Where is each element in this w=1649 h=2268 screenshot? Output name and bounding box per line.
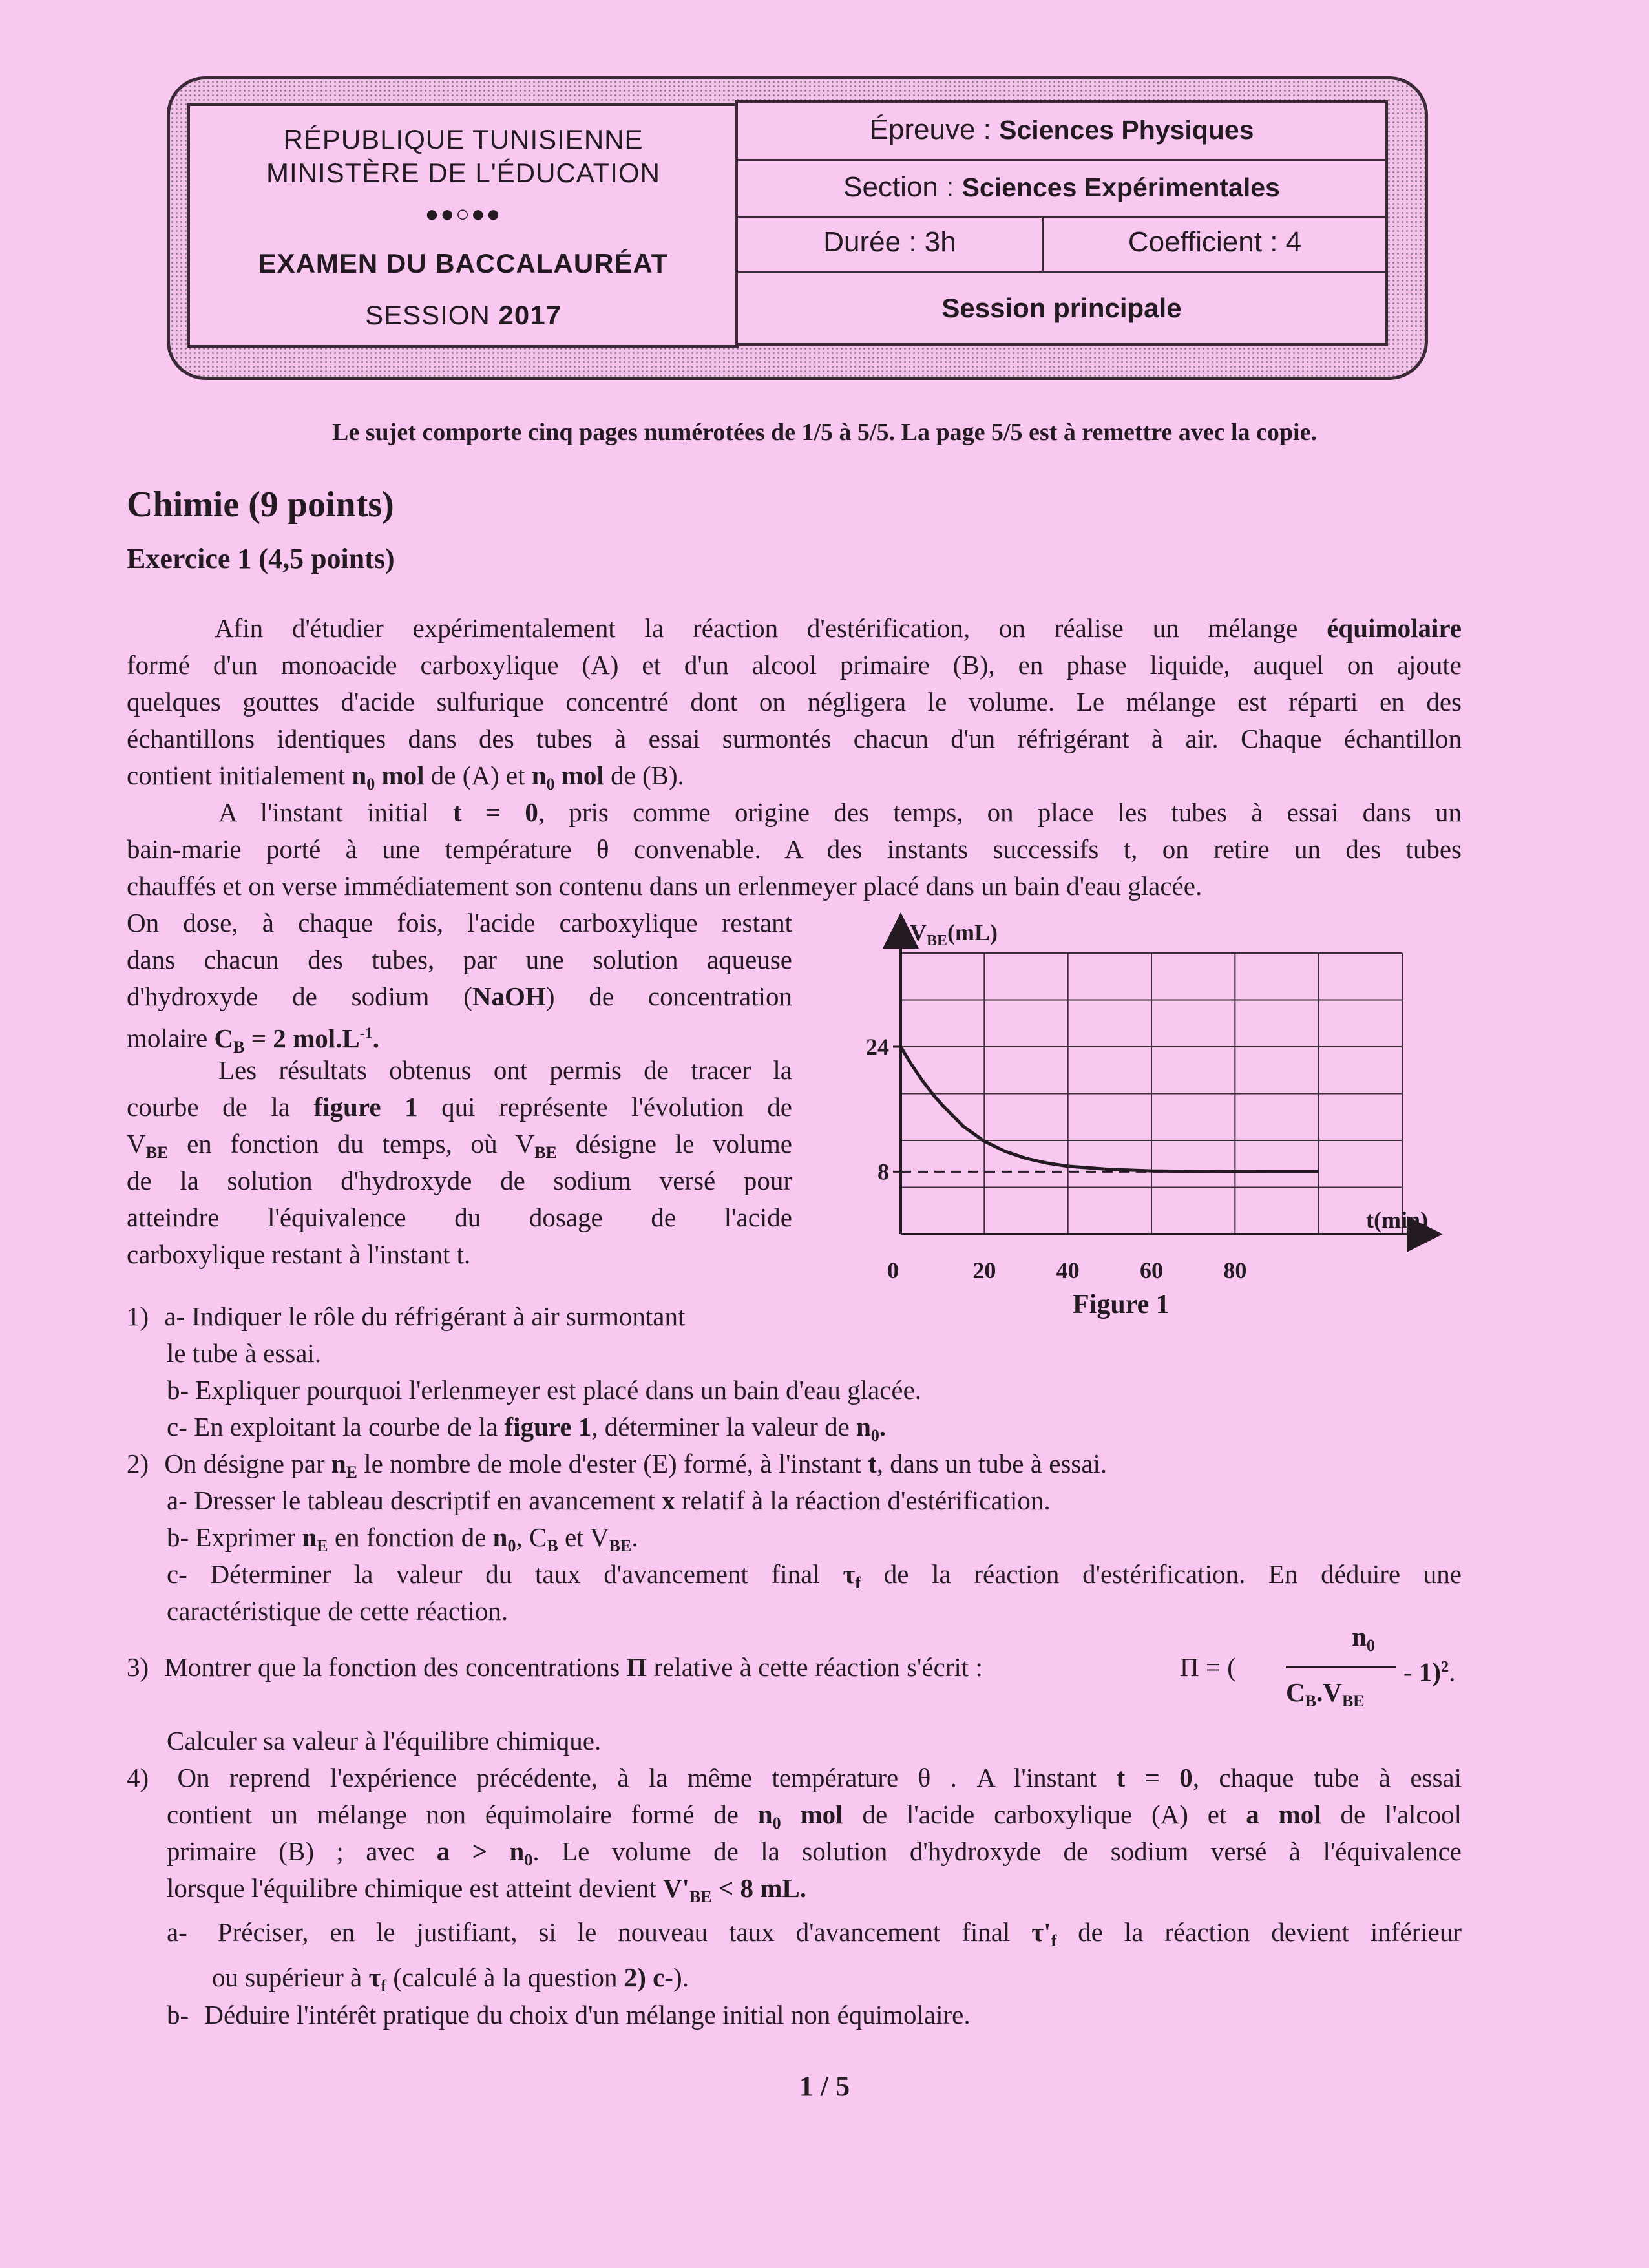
header-right-box bbox=[735, 100, 1388, 346]
q4-vbe-sub: BE bbox=[689, 1887, 712, 1906]
q2-num: 2) bbox=[127, 1449, 149, 1478]
n0-a bbox=[352, 761, 425, 793]
chart-y-label-unit: (mL) bbox=[947, 919, 998, 945]
q4-n0-sub: 0 bbox=[772, 1814, 781, 1832]
n0-b-n: n bbox=[531, 761, 547, 790]
header-left-box bbox=[187, 103, 739, 348]
q4-vbe-lt: < 8 mL. bbox=[718, 1873, 807, 1903]
n0-a-sub: 0 bbox=[366, 775, 375, 793]
q2c-tau bbox=[843, 1559, 861, 1592]
intro-line-2: formé d'un monoacide carboxylique (A) et d'un alcool primaire (B), en phase liquide, auquel on ajoute bbox=[127, 650, 1462, 680]
section-title: Chimie (9 points) bbox=[127, 485, 394, 525]
chart-x-ticks bbox=[972, 1257, 1246, 1283]
header-session-type: Session principale bbox=[941, 293, 1182, 323]
intro-p4-line-6: carboxylique restant à l'instant t. bbox=[127, 1239, 471, 1269]
q2c-d: de la réaction d'estérification. En déduire une bbox=[883, 1559, 1462, 1589]
q2-e: t bbox=[868, 1449, 877, 1478]
chart-x-origin: 0 bbox=[887, 1257, 899, 1283]
session-year: 2017 bbox=[498, 300, 562, 330]
q2c-tau-sub: f bbox=[855, 1573, 861, 1592]
header-section bbox=[738, 161, 1385, 218]
q2b-sub-e: E bbox=[317, 1537, 328, 1555]
q3-num-sub: 0 bbox=[1366, 1636, 1375, 1655]
q1a bbox=[127, 1297, 685, 1335]
q2c-tau-t: τ bbox=[843, 1559, 856, 1589]
intro-l5e: de (A) et bbox=[430, 761, 525, 790]
q4-n0 bbox=[757, 1800, 843, 1832]
q4-l3b-sub: 0 bbox=[524, 1851, 533, 1869]
section-value: Sciences Expérimentales bbox=[961, 173, 1280, 202]
chart-y-label bbox=[910, 919, 998, 949]
cb-c: C bbox=[214, 1023, 234, 1053]
chart-y-label-v: V bbox=[910, 919, 927, 945]
q3-formula-denominator bbox=[1286, 1674, 1365, 1720]
q3-num-n: n bbox=[1352, 1622, 1367, 1652]
p3l3b: NaOH bbox=[472, 982, 546, 1011]
y-tick-label: 24 bbox=[866, 1034, 889, 1060]
exercise-title: Exercice 1 (4,5 points) bbox=[127, 543, 395, 574]
q2-n: n bbox=[331, 1449, 346, 1478]
intro-p4-line-4: de la solution d'hydroxyde de sodium versé pour bbox=[127, 1166, 792, 1195]
q3-den-v: .V bbox=[1316, 1677, 1342, 1707]
q2b-n: n bbox=[302, 1522, 317, 1552]
chart-series-curve bbox=[901, 1047, 1319, 1171]
q3-formula-left: Π = ( bbox=[1180, 1652, 1236, 1682]
q4-l2g: de l'alcool bbox=[1340, 1800, 1462, 1829]
q2b: b- Exprimer $n_E$ en fonction de $n_0$, $C_B$ et $V_{BE}$. bbox=[167, 1522, 638, 1555]
q1c-b: figure 1 bbox=[504, 1412, 592, 1442]
q4a-tau-sub: f bbox=[1051, 1931, 1057, 1950]
vbe-b bbox=[515, 1129, 557, 1162]
header-epreuve bbox=[738, 103, 1385, 161]
q1a-text: a- Indiquer le rôle du réfrigérant à air surmontant bbox=[164, 1301, 686, 1331]
p2l1c: , pris comme origine des temps, on place les tubes à essai dans un bbox=[538, 797, 1462, 827]
chart-y-label-sub: BE bbox=[927, 932, 948, 949]
q2b-n0-sub: 0 bbox=[507, 1537, 516, 1555]
q3-formula-numerator bbox=[1318, 1618, 1409, 1664]
p4l2a: courbe de la bbox=[127, 1092, 290, 1122]
q2c-line-2: caractéristique de cette réaction. bbox=[167, 1596, 509, 1626]
q4b bbox=[167, 1996, 971, 2033]
n0-b-sub: 0 bbox=[546, 775, 555, 793]
q3-f2: - 1) bbox=[1403, 1657, 1442, 1687]
q3-num: 3) bbox=[127, 1652, 149, 1682]
n0-b bbox=[531, 761, 604, 793]
header-exam: EXAMEN DU BACCALAURÉAT bbox=[258, 248, 669, 278]
q4a2-tau-t: τ bbox=[368, 1962, 381, 1992]
q4b-a: b- bbox=[167, 2000, 189, 2030]
q3-a: Montrer que la fonction des concentrations bbox=[164, 1652, 620, 1682]
intro-p2-line-3: chauffés et on verse immédiatement son contenu dans un erlenmeyer placé dans un bain d'eau glacée. bbox=[127, 871, 1203, 901]
q1b: b- Expliquer pourquoi l'erlenmeyer est placé dans un bain d'eau glacée. bbox=[167, 1375, 922, 1405]
q4a-b: Préciser, en le justifiant, si le nouveau taux d'avancement final bbox=[217, 1917, 1011, 1947]
q2c-a: c- Déterminer la valeur du taux d'avancement final bbox=[167, 1559, 820, 1589]
p4l3d: désigne le volume bbox=[575, 1129, 793, 1159]
intro-line-3: quelques gouttes d'acide sulfurique concentré dont on négligera le volume. Le mélange est réparti en des bbox=[127, 687, 1462, 717]
q2b-i: et V bbox=[564, 1522, 609, 1552]
q4-line-4 bbox=[167, 1869, 806, 1916]
p2l1b: t = 0 bbox=[452, 797, 538, 827]
x-tick-label: 80 bbox=[1223, 1257, 1247, 1283]
q2b-g: , C bbox=[516, 1522, 547, 1552]
q4a2-tau bbox=[368, 1962, 387, 1995]
session-label: SESSION bbox=[365, 300, 490, 330]
vbe-b-sub: BE bbox=[534, 1143, 557, 1162]
q2-sub: E bbox=[346, 1463, 358, 1482]
q2-a: On désigne par bbox=[164, 1449, 325, 1478]
q2a-b: x bbox=[662, 1486, 675, 1515]
cb-sup: -1 bbox=[359, 1025, 373, 1042]
q3 bbox=[127, 1648, 983, 1686]
intro-l5a: contient initialement bbox=[127, 761, 346, 790]
intro-l1b: équimolaire bbox=[1327, 613, 1462, 643]
q4a2-a: ou supérieur à bbox=[212, 1962, 362, 1992]
q1-num: 1) bbox=[127, 1301, 149, 1331]
q4-l1b: t = 0 bbox=[1116, 1763, 1193, 1792]
q1a-line-2: le tube à essai. bbox=[167, 1338, 322, 1368]
q3-fraction-bar bbox=[1286, 1666, 1396, 1668]
x-tick-label: 60 bbox=[1140, 1257, 1163, 1283]
y-tick-label: 8 bbox=[877, 1159, 889, 1185]
p2l1a: A l'instant initial bbox=[218, 797, 429, 827]
cb-sub: B bbox=[233, 1037, 245, 1056]
q1c-n: n bbox=[856, 1412, 871, 1442]
cb-eq: = 2 mol.L bbox=[251, 1023, 360, 1053]
intro-l5g: de (B). bbox=[611, 761, 684, 790]
x-tick-label: 20 bbox=[972, 1257, 996, 1283]
figure-caption: Figure 1 bbox=[1073, 1290, 1170, 1319]
q2a bbox=[167, 1482, 1051, 1519]
cb-value bbox=[214, 1023, 379, 1056]
q1c-c: , déterminer la valeur de bbox=[591, 1412, 850, 1442]
q4-l2a: contient un mélange non équimolaire formé de bbox=[167, 1800, 739, 1829]
vbe-b-v: V bbox=[515, 1129, 535, 1159]
q2-ne bbox=[331, 1449, 358, 1482]
q4-l3d: . Le volume de la solution d'hydroxyde de sodium versé à l'équivalence bbox=[532, 1836, 1462, 1866]
q3-c: relative à cette réaction s'écrit : bbox=[653, 1652, 983, 1682]
q4-l2e: de l'acide carboxylique (A) et bbox=[862, 1800, 1227, 1829]
intro-line-1 bbox=[215, 609, 1462, 647]
q4-n0-n: n bbox=[757, 1800, 773, 1829]
q4a-tau bbox=[1031, 1917, 1057, 1950]
q2a-c: relatif à la réaction d'estérification. bbox=[681, 1486, 1051, 1515]
q4a-tau-t: τ' bbox=[1031, 1917, 1051, 1947]
q4-vbe-v: V' bbox=[662, 1873, 689, 1903]
q3-den-c: C bbox=[1286, 1677, 1305, 1707]
intro-p2-line-2: bain-marie porté à une température θ convenable. A des instants successifs t, on retire un des tubes bbox=[127, 834, 1462, 864]
vbe-a-v: V bbox=[127, 1129, 146, 1159]
q4a bbox=[167, 1913, 1462, 1960]
q2-f: , dans un tube à essai. bbox=[876, 1449, 1108, 1478]
q4a2-f: ). bbox=[673, 1962, 689, 1992]
n0-a-mol: mol bbox=[381, 761, 425, 790]
section-label: Section : bbox=[843, 171, 954, 203]
p3l3c: ) de concentration bbox=[545, 982, 792, 1011]
intro-p4-line-2 bbox=[127, 1088, 792, 1126]
q2-d: le nombre de mole d'ester (E) formé, à l'instant bbox=[364, 1449, 861, 1478]
q2b-a: b- Exprimer bbox=[167, 1522, 296, 1552]
q4-num: 4) bbox=[127, 1763, 149, 1792]
q4a2-d: (calculé à la question bbox=[393, 1962, 618, 1992]
q4-l3b-t: a > n bbox=[436, 1836, 525, 1866]
epreuve-value: Sciences Physiques bbox=[999, 115, 1254, 145]
q3-f3: 2 bbox=[1441, 1659, 1449, 1675]
intro-p3-line-1: On dose, à chaque fois, l'acide carboxylique restant bbox=[127, 908, 792, 938]
intro-p4-line-1: Les résultats obtenus ont permis de tracer la bbox=[218, 1055, 792, 1085]
p3l4a: molaire bbox=[127, 1023, 208, 1053]
q4a2-tau-sub: f bbox=[381, 1977, 387, 1995]
q4a-e: de la réaction devient inférieur bbox=[1078, 1917, 1462, 1947]
q4-l2f: a mol bbox=[1246, 1800, 1321, 1829]
q2b-h: B bbox=[547, 1537, 558, 1555]
q1c-n0: $n_0$. bbox=[856, 1412, 887, 1445]
n0-b-mol: mol bbox=[561, 761, 604, 790]
p4l2b: figure 1 bbox=[313, 1092, 418, 1122]
q4-l4a: lorsque l'équilibre chimique est atteint devient bbox=[167, 1873, 656, 1903]
q2b-n0 bbox=[492, 1522, 516, 1555]
q2b-n0-n: n bbox=[492, 1522, 508, 1552]
q4-l1a: On reprend l'expérience précédente, à la même température θ . A l'instant bbox=[177, 1763, 1097, 1792]
vbe-a-sub: BE bbox=[145, 1143, 169, 1162]
header-dots: ●●○●● bbox=[425, 200, 502, 227]
figure-1-chart bbox=[821, 905, 1473, 1305]
q4a-a: a- bbox=[167, 1917, 187, 1947]
q3-pi: Π bbox=[626, 1652, 647, 1682]
header-ministry: MINISTÈRE DE L'ÉDUCATION bbox=[266, 158, 660, 188]
q4a2-e: 2) c- bbox=[624, 1962, 674, 1992]
subject-note: Le sujet comporte cinq pages numérotées de 1/5 à 5/5. La page 5/5 est à remettre avec la copie. bbox=[332, 419, 1317, 446]
intro-l1a: Afin d'étudier expérimentalement la réaction d'estérification, on réalise un mélange bbox=[215, 613, 1298, 643]
epreuve-label: Épreuve : bbox=[869, 114, 991, 145]
p4l3c: en fonction du temps, où bbox=[187, 1129, 498, 1159]
intro-p4-line-5: atteindre l'équivalence du dosage de l'acide bbox=[127, 1202, 792, 1232]
x-tick-label: 40 bbox=[1056, 1257, 1080, 1283]
q3-den-be: BE bbox=[1341, 1692, 1365, 1710]
q4b-b: Déduire l'intérêt pratique du choix d'un mélange initial non équimolaire. bbox=[204, 2000, 971, 2030]
intro-p2-line-1 bbox=[218, 793, 1462, 831]
q3-den-b: B bbox=[1305, 1692, 1316, 1710]
cb-dot: . bbox=[372, 1023, 379, 1053]
q2a-a: a- Dresser le tableau descriptif en avancement bbox=[167, 1486, 655, 1515]
intro-line-4: échantillons identiques dans des tubes à essai surmontés chacun d'un réfrigérant à air. Chaque échantillon bbox=[127, 724, 1462, 753]
p3l3a: d'hydroxyde de sodium ( bbox=[127, 982, 472, 1011]
header-duree-coef bbox=[738, 218, 1385, 273]
q3-formula-right bbox=[1403, 1648, 1455, 1691]
q4-l3b bbox=[436, 1836, 533, 1869]
q1c-a: c- En exploitant la courbe de la bbox=[167, 1412, 498, 1442]
chart-y-ticks bbox=[866, 1034, 901, 1184]
q2b-d: en fonction de bbox=[334, 1522, 487, 1552]
q4-l3a: primaire (B) ; avec bbox=[167, 1836, 415, 1866]
intro-p3-line-3 bbox=[127, 978, 792, 1015]
n0-a-n: n bbox=[352, 761, 367, 790]
page-number: 1 / 5 bbox=[799, 2070, 850, 2102]
q1c-sub: 0 bbox=[870, 1426, 879, 1445]
q4-vbe bbox=[662, 1873, 807, 1906]
header-coefficient: Coefficient : 4 bbox=[1128, 226, 1302, 258]
p4l2c: qui représente l'évolution de bbox=[441, 1092, 792, 1122]
q4-n0-mol: mol bbox=[800, 1800, 843, 1829]
chart-grid bbox=[901, 953, 1402, 1234]
q4-line-1 bbox=[127, 1759, 1462, 1796]
vbe-a bbox=[127, 1129, 169, 1162]
header-duree: Durée : 3h bbox=[738, 218, 1044, 271]
chart-x-label: t(min) bbox=[1366, 1207, 1428, 1233]
header-session bbox=[190, 300, 737, 331]
q4-l1c: , chaque tube à essai bbox=[1192, 1763, 1462, 1792]
q3-f4: . bbox=[1449, 1657, 1456, 1687]
q2b-j: BE bbox=[609, 1537, 632, 1555]
intro-p3-line-2: dans chacun des tubes, par une solution aqueuse bbox=[127, 945, 792, 974]
q3-line-2: Calculer sa valeur à l'équilibre chimique. bbox=[167, 1726, 602, 1756]
q2b-ne bbox=[302, 1522, 328, 1555]
header-country: RÉPUBLIQUE TUNISIENNE bbox=[283, 124, 644, 154]
